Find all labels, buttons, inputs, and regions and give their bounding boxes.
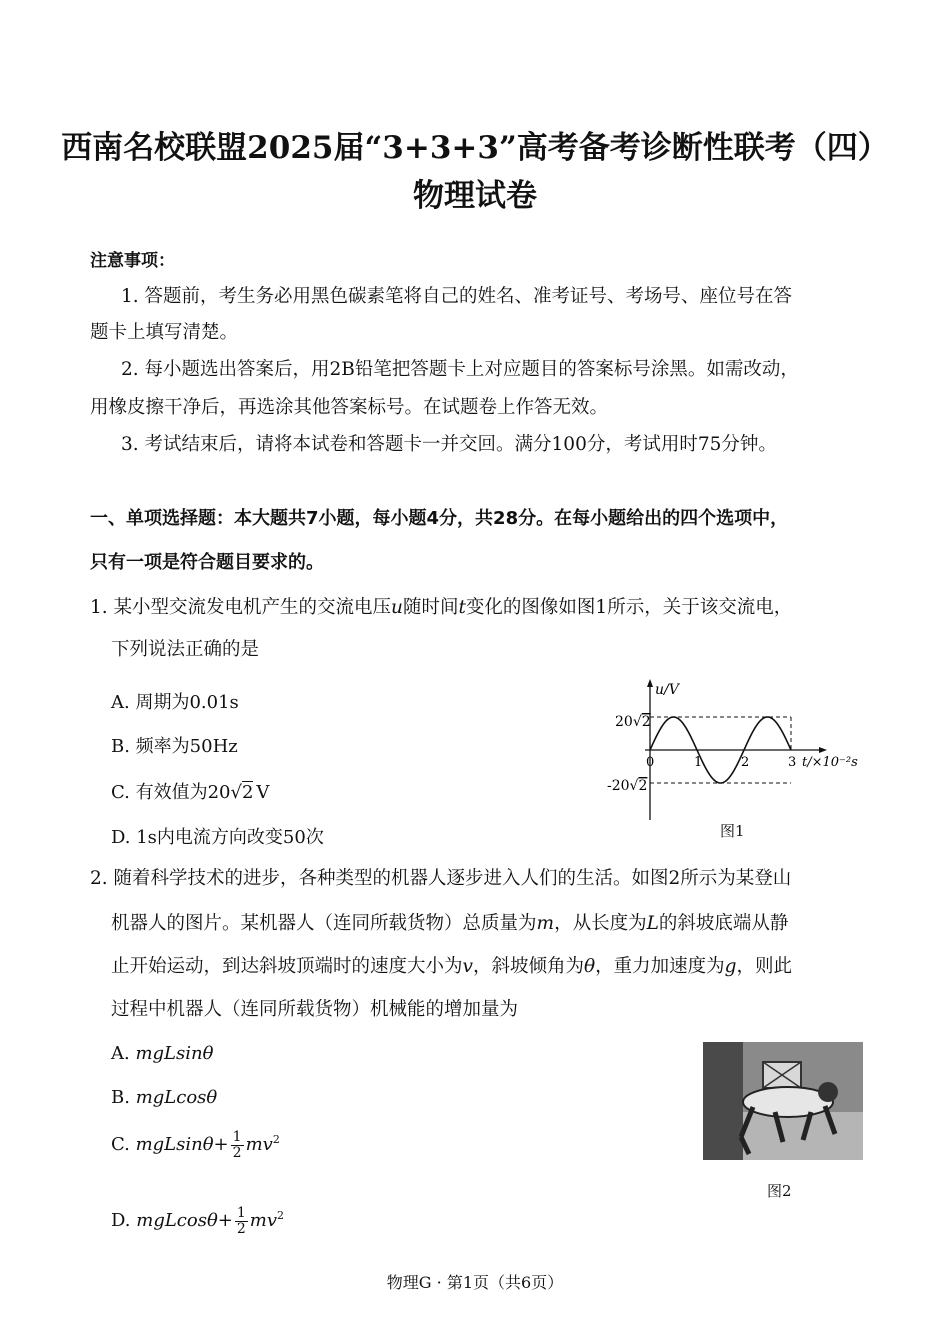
figure-1-graph <box>595 675 875 825</box>
option-expression: mgLsinθ+ <box>135 1134 229 1156</box>
q1-option-d: D. 1s内电流方向改变50次 <box>111 827 324 848</box>
q2-stem-text: ，斜坡倾角为 <box>472 956 584 977</box>
q1-stem-text: 1. 某小型交流发电机产生的交流电压 <box>90 597 392 618</box>
var-g: g <box>724 956 737 977</box>
option-label: D. <box>111 1210 131 1232</box>
q2-stem-line2 <box>111 915 788 934</box>
note-1-line1: 1. 答题前，考生务必用黑色碳素笔将自己的姓名、准考证号、考场号、座位号在答 <box>121 286 793 307</box>
x-tick-label: 0 <box>646 755 655 770</box>
note-2-line2: 用橡皮擦干净后，再选涂其他答案标号。在试题卷上作答无效。 <box>90 397 609 418</box>
q1-option-c-text: C. 有效值为20 <box>111 782 231 803</box>
option-label: A. <box>111 1043 130 1064</box>
option-label: C. <box>111 1134 130 1156</box>
q2-stem-text: 止开始运动，到达斜坡顶端时的速度大小为 <box>111 956 463 977</box>
q2-stem-text: ，从长度为 <box>554 913 647 934</box>
robot-head <box>818 1082 838 1102</box>
q2-stem-text: 机器人的图片。某机器人（连同所载货物）总质量为 <box>111 913 537 934</box>
y-axis-label: u/V <box>655 682 679 698</box>
section-1-line1: 一、单项选择题：本大题共7小题，每小题4分，共28分。在每小题给出的四个选项中， <box>90 508 789 529</box>
page-footer: 物理G · 第1页（共6页） <box>386 1273 564 1292</box>
q1-option-c-radicand: 2 <box>241 782 254 803</box>
sqrt-sign: √ <box>629 778 639 794</box>
fraction-denominator: 2 <box>236 1220 246 1237</box>
y-max-label <box>615 714 651 730</box>
x-axis-label: t/×10⁻²s <box>802 755 858 770</box>
x-axis-arrow <box>819 747 827 753</box>
option-expression: mgLcosθ <box>135 1087 218 1108</box>
fraction-numerator: 1 <box>232 1129 242 1145</box>
sqrt-sign: √ <box>632 714 642 730</box>
q2-stem-text: ，重力加速度为 <box>595 956 725 977</box>
figure-1-caption: 图1 <box>720 822 745 840</box>
note-3: 3. 考试结束后，请将本试卷和答题卡一并交回。满分100分，考试用时75分钟。 <box>121 434 777 455</box>
y-min-label <box>607 778 647 794</box>
q2-stem-line1: 2. 随着科学技术的进步，各种类型的机器人逐步进入人们的生活。如图2所示为某登山 <box>90 868 792 889</box>
notes-heading: 注意事项： <box>90 251 175 271</box>
x-tick-label: 2 <box>741 755 750 770</box>
sqrt-sign: √ <box>230 782 242 803</box>
y-min-value: -20 <box>607 778 630 794</box>
y-axis-arrow <box>647 679 653 687</box>
var-m: m <box>536 913 555 934</box>
q1-option-a: A. 周期为0.01s <box>111 692 239 713</box>
q2-option-d <box>111 1206 284 1236</box>
q2-stem-text: ，则此 <box>736 956 792 977</box>
photo-shadow <box>703 1042 743 1160</box>
y-max-radicand: 2 <box>641 714 651 730</box>
fraction-half <box>231 1130 244 1160</box>
paper-title: 西南名校联盟2025届“3+3+3”高考备考诊断性联考（四） <box>61 130 889 166</box>
y-max-value: 20 <box>615 714 633 730</box>
var-v: v <box>462 956 473 977</box>
y-min-radicand: 2 <box>638 778 648 794</box>
paper-subtitle: 物理试卷 <box>413 178 537 214</box>
fraction-denominator: 2 <box>232 1144 242 1161</box>
var-theta: θ <box>583 956 596 977</box>
q1-stem-text: 变化的图像如图1所示，关于该交流电， <box>465 597 793 618</box>
option-expression: mgLcosθ+ <box>136 1210 233 1232</box>
section-1-line2: 只有一项是符合题目要求的。 <box>90 552 324 573</box>
q1-option-b: B. 频率为50Hz <box>111 736 238 757</box>
q2-option-a <box>111 1043 213 1064</box>
note-2-line1: 2. 每小题选出答案后，用2B铅笔把答题卡上对应题目的答案标号涂黑。如需改动， <box>121 359 799 380</box>
x-tick-label: 1 <box>694 755 703 770</box>
fraction-numerator: 1 <box>236 1205 246 1221</box>
var-t: t <box>458 597 466 618</box>
q1-stem-line2: 下列说法正确的是 <box>111 639 260 660</box>
q1-option-c <box>111 778 269 804</box>
q2-option-b <box>111 1087 217 1108</box>
q2-stem-line3 <box>111 958 792 977</box>
fraction-half <box>235 1206 248 1236</box>
q2-stem-line4: 过程中机器人（连同所载货物）机械能的增加量为 <box>111 999 519 1020</box>
option-label: B. <box>111 1087 130 1108</box>
x-tick-label: 3 <box>788 755 797 770</box>
q2-stem-text: 的斜坡底端从静 <box>658 913 789 934</box>
var-L: L <box>646 913 659 934</box>
figure-2-robot-photo <box>703 1042 863 1160</box>
exponent: 2 <box>272 1133 280 1147</box>
option-expression: mgLsinθ <box>135 1043 214 1064</box>
q1-option-c-unit: V <box>256 782 270 803</box>
x-tick-labels <box>646 755 796 770</box>
q2-option-c <box>111 1130 280 1160</box>
q1-stem-line1 <box>90 599 792 618</box>
mv-term: mv <box>245 1134 273 1156</box>
q1-stem-text: 随时间 <box>402 597 459 618</box>
var-u: u <box>391 597 403 618</box>
mv-term: mv <box>249 1210 278 1232</box>
exponent: 2 <box>277 1209 285 1223</box>
note-1-line2: 题卡上填写清楚。 <box>90 322 239 343</box>
figure-2-caption: 图2 <box>767 1182 792 1200</box>
